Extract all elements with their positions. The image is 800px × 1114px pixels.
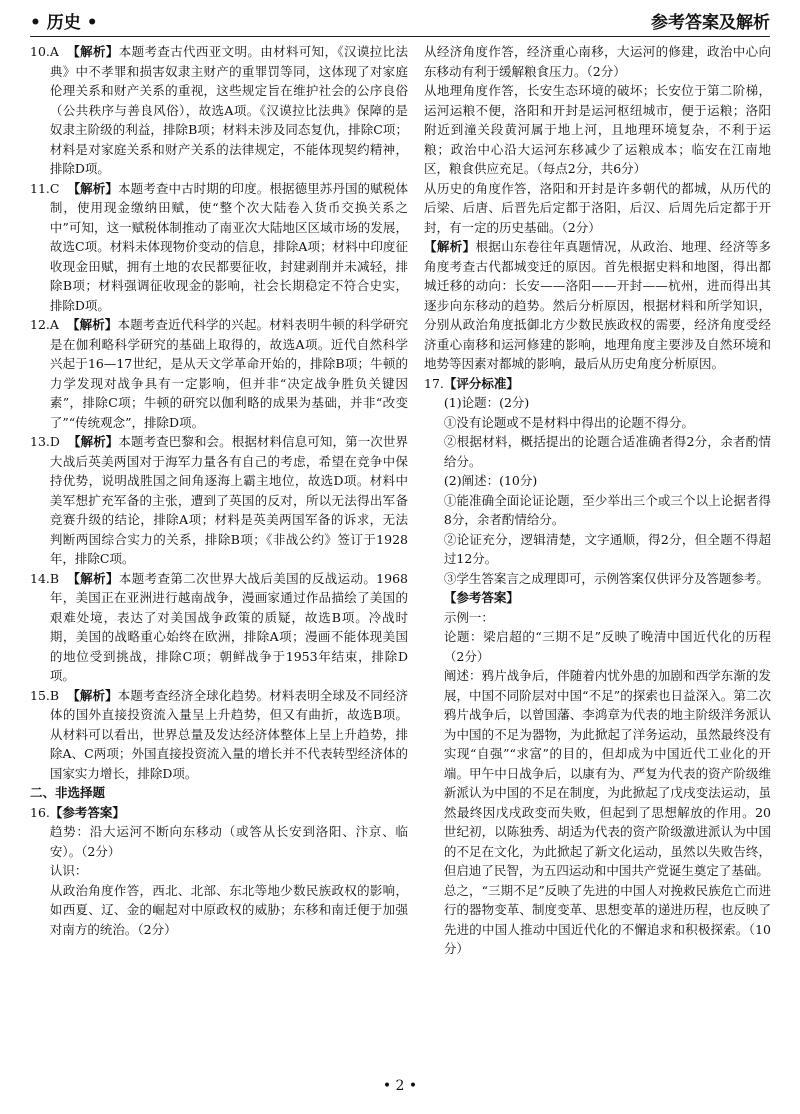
question-number: 17.: [424, 375, 444, 391]
analysis-text: 本题考查第二次世界大战后美国的反战运动。1968年，美国正在亚洲进行越南战争，漫画家通过作品描绘了美国的艰难处境，表达了对美国战争政策的质疑，故选B项。冷战时期，美国的战略重心始终在欧洲，排除A项；漫画不能体现美国的地位受到挑战，排除C项；朝鲜战争于1953年结束，排除D项。: [49, 570, 408, 683]
question-17: [424, 374, 771, 959]
answer-letter: D: [49, 434, 60, 449]
scoring-tag: 【评分标准】: [443, 375, 519, 391]
answer-letter: B: [49, 570, 60, 586]
question-11: [30, 179, 408, 316]
question-number: 13.: [30, 434, 50, 449]
question-number: 12.: [30, 317, 50, 332]
subject-label: • 历史 •: [30, 13, 98, 33]
thesis-text: 论题：梁启超的“三期不足”反映了晚清中国近代化的历程（2分）: [443, 629, 771, 664]
answer-letter: A: [49, 44, 59, 59]
scoring-thesis-1: ①没有论题或不是材料中得出的论题不得分。: [443, 414, 694, 430]
trend-text: 趋势：沿大运河不断向东移动（或答从长安到洛阳、汴京、临安）。（2分）: [49, 824, 408, 859]
analysis-tag: 【解析】: [68, 434, 119, 449]
historical-text: 从历史的角度作答，洛阳和开封是许多朝代的都城，从历代的后梁、后唐、后晋先后定都于洛阳，后汉、后周先后定都于开封，有一定的历史基础。（2分）: [424, 180, 771, 235]
question-number: 14.: [30, 570, 50, 586]
section-title: 二、非选择题: [30, 785, 106, 800]
right-column: [424, 42, 771, 959]
summary-text: 总之，“三期不足”反映了先进的中国人对挽救民族危亡而进行的器物变革、制度变革、思想变革的递进历程，也反映了先进的中国人推动中国近代化的不懈追求和积极探索。（10分）: [443, 882, 771, 956]
scoring-thesis-2: ②根据材料，概括提出的论题合适准确者得2分，余者酌情给分。: [443, 434, 771, 469]
answer-letter: B: [49, 687, 60, 703]
analysis-text: 根据山东卷往年真题情况，从政治、地理、经济等多角度考查古代都城变迁的原因。首先根据史料和地图，得出都城迁移的动向：长安——洛阳——开封——杭州，进而得出其逐步向东移动的趋势。然后分析原因，根据材料和所学知识，分别从政治角度抵御北方少数民族政权的需要，经济角度受经济重心南移和运河修建的影响，地理角度主要涉及自然环境和地势等因素对都城的影响，最后从历史角度分析原因。: [424, 239, 771, 371]
page-header: [30, 6, 770, 37]
scoring-thesis: (1)论题：(2分): [443, 395, 530, 410]
analysis-tag: 【解析】: [67, 570, 119, 586]
reference-answer-tag: 【参考答案】: [49, 804, 125, 820]
question-12: [30, 315, 408, 432]
analysis-text: 本题考查古代西亚文明。由材料可知，《汉谟拉比法典》中不孝罪和损害奴隶主财产的重罪罚等同，这体现了对家庭伦理关系和财产关系的重视，这些规定旨在维护社会的公序良俗（公共秩序与善良风俗），故选A项。《汉谟拉比法典》保障的是奴隶主阶级的利益，排除B项；材料未涉及同态复仇，排除C项；材料是对家庭关系和财产关系的法律规定，不能体现契约精神，排除D项。: [49, 44, 408, 176]
question-16: [30, 803, 408, 940]
scoring-elaboration: (2)阐述：(10分): [443, 473, 538, 488]
scoring-elaboration-2: ②论证充分，逻辑清楚，文字通顺，得2分，但全题不得超过12分。: [443, 531, 771, 566]
economic-text: 从经济角度作答，经济重心南移，大运河的修建，政治中心向东移动有利于缓解粮食压力。（2分）: [424, 44, 771, 79]
page-number: • 2 •: [382, 1078, 418, 1094]
reference-answer-tag: 【参考答案】: [443, 590, 519, 605]
question-15: [30, 686, 408, 784]
analysis-text: 本题考查中古时期的印度。根据德里苏丹国的赋税体制，使用现金缴纳田赋，使“整个次大陆卷入货币交换关系之中”可知，这一赋税体制推动了南亚次大陆地区区域市场的发展，故选C项。材料未体现物价变动的信息，排除A项；材料中印度征收现金田赋，拥有土地的农民都要征收，封建剥削并未减轻，排除B项；材料强调征收现金的影响，社会长期稳定不符合史实，排除D项。: [49, 180, 408, 313]
political-text: 从政治角度作答，西北、北部、东北等地少数民族政权的影响，如西夏、辽、金的崛起对中原政权的威胁；东移和南迁便于加强对南方的统治。（2分）: [49, 882, 408, 937]
analysis-tag: 【解析】: [67, 180, 119, 196]
question-13: [30, 432, 408, 569]
analysis-tag: 【解析】: [67, 44, 119, 59]
question-number: 10.: [30, 44, 50, 59]
scoring-elaboration-1: ①能准确全面论证论题，至少举出三个或三个以上论据者得8分，余者酌情给分。: [443, 492, 771, 527]
analysis-text: 本题考查巴黎和会。根据材料信息可知，第一次世界大战后英美两国对于海军力量各有自己的考虑，希望在竞争中保持优势，说明战胜国之间角逐海上霸主地位，故选D项。材料中美军想扩充军备的主张，遭到了英国的反对，所以无法得出军备竞赛升级的结论，排除A项；材料是英美两国军备的诉求，无法判断两国综合实力的关系，排除B项；《非战公约》签订于1928年，排除C项。: [49, 434, 408, 566]
analysis-16: [424, 237, 771, 374]
header-title: 参考答案及解析: [651, 13, 770, 33]
elaboration-text: 阐述：鸦片战争后，伴随着内忧外患的加剧和西学东渐的发展，中国不同阶层对中国“不足”的探索也日益深入。第二次鸦片战争后，以曾国藩、李鸿章为代表的地主阶级洋务派认为中国的不足为器物，为此掀起了洋务运动，虽然最终没有实现“自强”“求富”的目的，但却成为中国近代工业化的开端。甲午中日战争后，以康有为、严复为代表的资产阶级维新派认为中国的不足在制度，为此掀起了戊戌变法运动，虽然最终因戊戌政变而失败，但起到了思想解放的作用。20世纪初，以陈独秀、胡适为代表的资产阶级激进派认为中国的不足在文化，为此掀起了新文化运动，虽然以失败告终，但启迪了民智，为五四运动和中国共产党诞生奠定了基础。: [443, 668, 771, 878]
answer-letter: C: [49, 180, 60, 196]
view-label: 认识：: [49, 863, 88, 878]
question-number: 11.: [30, 180, 50, 196]
scoring-elaboration-3: ③学生答案言之成理即可，示例答案仅供评分及答题参考。: [443, 570, 769, 586]
left-column: [30, 42, 408, 939]
question-number: 15.: [30, 687, 50, 703]
analysis-text: 本题考查经济全球化趋势。材料表明全球及不同经济体的国外直接投资流入量呈上升趋势，但又有曲折，故选B项。从材料可以看出，世界总量及发达经济体整体上呈上升趋势，排除A、C两项；外国直接投资流入量的增长并不代表转型经济体的国家实力增长，排除D项。: [49, 687, 408, 781]
analysis-tag: 【解析】: [67, 687, 118, 703]
column-divider: [416, 42, 417, 1054]
analysis-text: 本题考查近代科学的兴起。材料表明牛顿的科学研究是在伽利略科学研究的基础上取得的，故选A项。近代自然科学兴起于16—17世纪，是从天文学革命开始的，排除B项；牛顿的力学发现对战争具有一定影响，但并非“决定战争胜负关键因素”，排除C项；牛顿的研究以伽利略的成果为基础，并非“改变了”“传统观念”，排除D项。: [49, 317, 408, 430]
analysis-tag: 【解析】: [424, 239, 476, 254]
analysis-tag: 【解析】: [67, 317, 118, 332]
question-10: [30, 42, 408, 179]
question-14: [30, 569, 408, 686]
example-label: 示例一：: [443, 609, 494, 625]
question-number: 16.: [30, 804, 50, 820]
answer-letter: A: [49, 317, 59, 332]
geographic-text: 从地理角度作答，长安生态环境的破坏；长安位于第二阶梯，运河运粮不便，洛阳和开封是运河枢纽城市，便于运粮；洛阳附近到潼关段黄河属于地上河，且地理环境复杂，不利于运粮；政治中心沿大运河东移减少了运粮成本；临安在江南地区，粮食供应充足。（每点2分，共6分）: [424, 83, 771, 176]
